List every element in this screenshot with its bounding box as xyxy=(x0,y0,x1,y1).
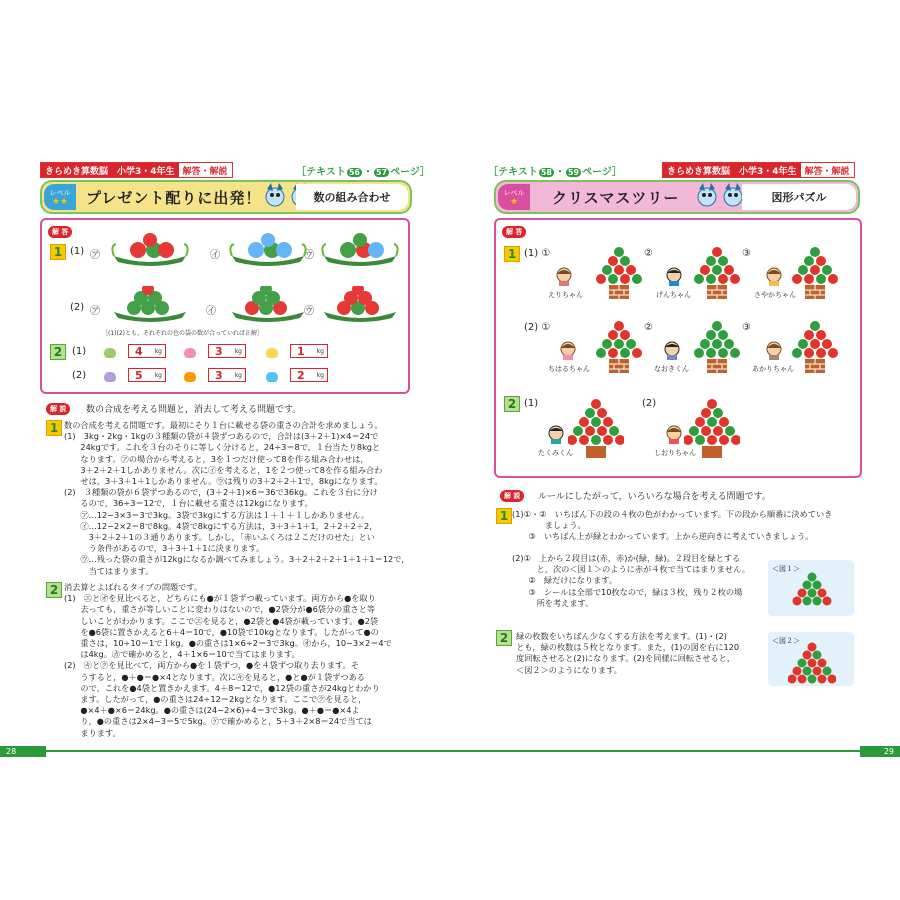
right-page xyxy=(450,132,900,766)
question-number: 2 xyxy=(496,630,512,646)
question-number: 1 xyxy=(46,420,62,436)
question-number: 2 xyxy=(504,396,520,412)
girl-icon xyxy=(766,266,782,286)
boy-icon xyxy=(664,340,680,360)
triangle-figure xyxy=(788,642,836,686)
text-page-reference: ［テキスト 56 ・ 57 ページ］ xyxy=(296,167,430,178)
question-number: 1 xyxy=(50,244,66,260)
answer-note: ［(1)(2)とも，それぞれの色の袋の数が合っていれば正解］ xyxy=(102,330,263,337)
explain-badge: 解 説 xyxy=(500,490,524,502)
answer-field: 2 kg xyxy=(290,368,328,382)
answer-box: 解 答 1 (1) ① ② ③ (2) ① ② ③ えりちゃん げんちゃん さやかちゃん ちはるちゃん なおきくん あかりちゃん 2 (1) (2) たくみくん しおりちゃん xyxy=(494,218,862,478)
title-band xyxy=(40,180,412,214)
star-icon: ★ xyxy=(509,196,519,207)
sleigh-icon xyxy=(228,286,308,322)
explanation-1b: (2)① 上から２段目は(赤，赤)か(緑，緑)。２段目を緑とする と，次の＜図１＞のように赤が４枚で当てはまりません。 ② 緑だけになります。 ③ シールは全部で10枚なので，緑は３枚，残り２枚の場 所を考えます。 xyxy=(512,553,750,608)
figure-1: ＜図１＞ xyxy=(768,560,854,616)
footer-line xyxy=(450,750,900,752)
girl-icon xyxy=(556,266,572,286)
sleigh-icon xyxy=(110,230,190,266)
series-section: 解答・解説 xyxy=(182,166,228,177)
answer-field: 3 kg xyxy=(208,344,246,358)
answer-field: 1 kg xyxy=(290,344,328,358)
bag-icon xyxy=(184,372,196,382)
topic-label: 図形パズル xyxy=(742,184,856,210)
answer-box: 解 答 1 (1) ㋐ ㋑ ㋒ (2) ㋐ ㋑ ㋒ ［(1)(2)とも，それぞれの色の袋の数が合っていれば正解］ 2 (1) (2) 4 kg 3 kg 1 kg 5 kg 3 kg 2 kg xyxy=(40,218,410,394)
sleigh-icon xyxy=(320,286,400,322)
series-tag xyxy=(40,162,233,178)
christmas-tree xyxy=(790,246,840,302)
explain-lead: ルールにしたがって，いろいろな場合を考える問題です。 xyxy=(538,492,771,502)
christmas-tree xyxy=(692,320,742,376)
question-number: 2 xyxy=(50,344,66,360)
christmas-tree xyxy=(790,320,840,376)
title-band xyxy=(494,180,860,214)
page-number: 29 xyxy=(860,746,900,757)
topic-label: 数の組み合わせ xyxy=(296,184,408,210)
page-title: プレゼント配りに出発！ xyxy=(86,188,262,207)
boy-icon xyxy=(666,266,682,286)
sleigh-icon xyxy=(110,286,190,322)
question-number: 2 xyxy=(46,582,62,598)
bag-icon xyxy=(266,372,278,382)
answer-field: 3 kg xyxy=(208,368,246,382)
christmas-tree xyxy=(594,246,644,302)
explanation-2: 消去算とよばれるタイプの問題です。 (1) ㋓と㋔を見比べると，どちらにも●が１袋ずつ載っています。両方から●を取り 去っても，重さが等しいことに変わりはないので，●2袋分が●6袋分の重さと等 しいことがわかります。ここで㋓を見ると，●2袋と●4袋が載っています。●2袋 を●6袋に置きかえると6＋4＝10で，●10袋で10kgとなります。したがって●の 重さは，10÷10＝1で１kg。●の重さは1×6÷2＝3で3kg。㋔から，10−3×2＝4で は4kg。㋕で確かめると，4＋1×6＝10で当てはまります。 (2) ㋖と㋗を見比べて，両方から●を１袋ずつ，●を４袋ずつ取り去ります。そ うすると，●＋●＝●×4となります。次に㋖を見ると，●と●が１袋ずつある ので，これを●4袋と置きかえます。4＋8＝12で，●12袋の重さが24kgとわかり ます。したがって，●の重さは24÷12＝2kgとなります。ここで㋗を見ると， ●×4＋●×6＝24kg。●の重さは(24−2×6)÷4＝3で3kg。●＋●＝●×4よ り，●の重さは2×4−3＝5で5kg。㋘で確かめると，5＋3＋2×8＝24で当ては まります。 xyxy=(64,582,392,738)
answer-badge: 解 答 xyxy=(502,226,526,238)
girl-icon xyxy=(560,340,576,360)
bag-icon xyxy=(104,372,116,382)
explain-badge: 解 説 xyxy=(46,403,70,415)
question-number: 1 xyxy=(504,246,520,262)
christmas-tree xyxy=(568,398,624,460)
sleigh-icon xyxy=(320,230,400,266)
bag-icon xyxy=(266,348,278,358)
level-badge: レベル ★★ xyxy=(44,184,76,210)
explain-lead: 数の合成を考える問題と，消去して考える問題です。 xyxy=(86,405,302,415)
answer-field: 4 kg xyxy=(128,344,166,358)
girl-icon xyxy=(766,340,782,360)
christmas-tree xyxy=(692,246,742,302)
series-tag xyxy=(662,162,855,178)
bag-icon xyxy=(184,348,196,358)
explanation-1: 数の合成を考える問題です。最初にそり１台に載せる袋の重さの合計を求めましょう。 (1) 3kg・2kg・1kgの３種類の袋が４袋ずつあるので，合計は(3＋2＋1)×4＝24で 24kgです。これを３台のそりに等しく分けると，24÷3＝8で，１台当たり8kgと なります。㋐の場合から考えると，3を１つだけ使って8を作る組み合わせは， 3＋2＋2＋1しかありません。次に㋑を考えると，1を２つ使って8を作る組み合わ せは，3＋3＋1＋1しかありません。㋒は残りの3＋2＋2＋1で，8kgになります。 (2) ３種類の袋が６袋ずつあるので，(3＋2＋1)×6＝36で36kg。これを３台に分け るので，36÷3＝12で，１台に載せる重さは12kgになります。 ㋐…12−3×3＝3で3kg。3袋で3kgにする方法は１＋１＋１しかありません。 ㋑…12−2×2＝8で8kg。4袋で8kgにする方法は，3＋3＋1＋1，2＋2＋2＋2， 3＋2＋2＋1の３通りあります。しかし，「赤いふくろは２こだけのせた」とい う条件があるので，3＋3＋1＋1に決まります。 ㋒…残った袋の重さが12kgになるか調べてみましょう。3＋2＋2＋2＋1＋1＋1＝12で， 当てはまります。 xyxy=(64,420,410,576)
text-page-reference: ［テキスト 58 ・ 59 ページ］ xyxy=(488,167,622,178)
explanation-1a: (1)①・② いちばん下の段の４枚の色がわかっています。下の段から順番に決めていき ましょう。 ③ いちばん上が緑とわかっています。上から逆向きに考えていきましょう。 xyxy=(512,509,833,542)
series-section: 解答・解説 xyxy=(804,166,850,177)
bag-icon xyxy=(104,348,116,358)
page-number: 28 xyxy=(0,746,46,757)
question-number: 1 xyxy=(496,508,512,524)
answer-badge: 解 答 xyxy=(48,226,72,238)
figure-2: ＜図２＞ xyxy=(768,632,854,686)
explanation-2: 緑の枚数をいちばん少なくする方法を考えます。(1)・(2) とも，緑の枚数は５枚となります。また，(1)の図を右に120 度回転させると(2)になります。(2)を同様に回転させると， ＜図２＞のようになります。 xyxy=(516,631,740,675)
level-badge: レベル ★ xyxy=(498,184,530,210)
page-title: クリスマスツリー xyxy=(552,188,680,207)
triangle-figure xyxy=(790,572,834,614)
footer-line xyxy=(0,750,450,752)
girl-icon xyxy=(666,424,682,444)
answer-field: 5 kg xyxy=(128,368,166,382)
sleigh-icon xyxy=(228,230,308,266)
series-name: きらめき算数脳 小学3・4年生 xyxy=(663,163,801,177)
mascot-icon xyxy=(693,183,749,211)
boy-icon xyxy=(548,424,564,444)
christmas-tree xyxy=(594,320,644,376)
left-page xyxy=(0,132,450,766)
star-icon: ★★ xyxy=(51,196,69,207)
series-name: きらめき算数脳 小学3・4年生 xyxy=(41,163,179,177)
